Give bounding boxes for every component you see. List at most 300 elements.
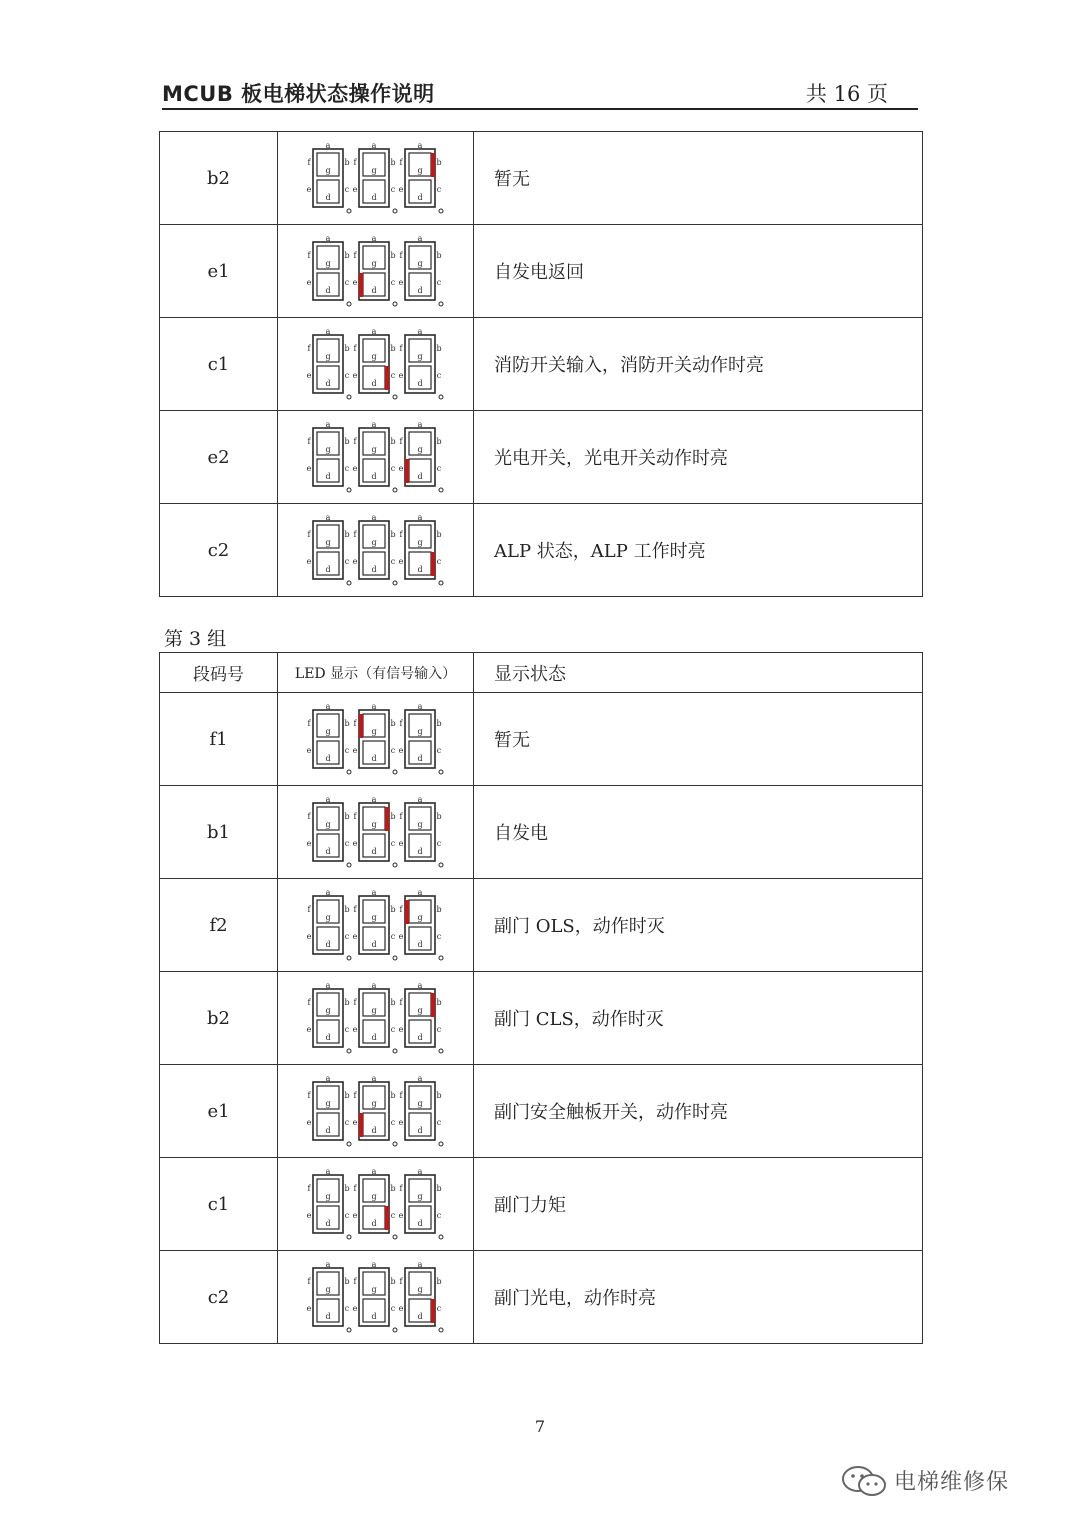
segment-letter: b [343,437,350,446]
table-row [160,318,923,411]
segment-letter: b [343,344,350,353]
seven-segment-display [301,325,451,403]
display-status: 副门安全触板开关，动作时亮 [474,1065,923,1158]
seven-segment-display [301,979,451,1057]
segment-letter: f [307,905,310,914]
segment-letter: d [324,379,331,388]
active-segment [405,900,409,924]
segment-letter: b [343,251,350,260]
segment-letter: a [325,513,330,522]
segment-letter: b [343,719,350,728]
segment-letter: g [416,820,423,829]
segment-letter: c [344,278,349,287]
segment-letter: f [353,1091,356,1100]
segment-letter: g [324,538,331,547]
segment-letter: c [390,557,395,566]
segment-letter: b [389,530,396,539]
segment-letter: b [435,998,442,1007]
header-segment-code: 段码号 [160,653,278,693]
segment-letter: c [390,746,395,755]
segment-letter: f [399,1184,402,1193]
segment-letter: e [306,839,311,848]
seven-segment-display [301,1165,451,1243]
segment-letter: e [352,1025,357,1034]
segment-letter: f [353,344,356,353]
segment-letter: b [435,905,442,914]
segment-letter: e [398,464,403,473]
segment-letter: e [352,371,357,380]
segment-letter: g [370,1285,377,1294]
seven-segment-display [301,700,451,778]
segment-letter: g [416,1006,423,1015]
led-digit-3 [398,1260,442,1332]
led-display-cell [278,879,474,972]
segment-table-group2 [159,131,923,597]
segment-letter: d [324,472,331,481]
segment-letter: e [352,1304,357,1313]
segment-code: c1 [160,1158,278,1251]
segment-letter: f [353,719,356,728]
segment-letter: f [307,344,310,353]
segment-letter: c [390,185,395,194]
segment-letter: b [435,158,442,167]
display-status: 副门力矩 [474,1158,923,1251]
segment-letter: e [352,839,357,848]
segment-letter: a [371,1260,376,1269]
segment-letter: a [417,420,422,429]
segment-code: c1 [160,318,278,411]
segment-letter: c [344,185,349,194]
segment-letter: e [306,185,311,194]
segment-letter: f [399,905,402,914]
active-segment [431,552,435,576]
segment-letter: f [399,251,402,260]
table-row [160,225,923,318]
led-digit-2 [352,327,396,399]
segment-letter: b [435,719,442,728]
segment-letter: g [324,820,331,829]
segment-letter: d [416,847,423,856]
segment-letter: e [352,278,357,287]
led-digit-1 [306,1074,350,1146]
segment-letter: e [306,746,311,755]
segment-letter: a [325,702,330,711]
segment-letter: g [370,1099,377,1108]
active-segment [431,993,435,1017]
led-display-cell [278,504,474,597]
segment-letter: a [371,327,376,336]
seven-segment-display [301,886,451,964]
active-segment [359,714,363,738]
segment-letter: e [398,1118,403,1127]
segment-letter: f [399,437,402,446]
segment-letter: d [324,940,331,949]
segment-letter: d [370,286,377,295]
segment-letter: a [371,420,376,429]
led-display-cell [278,1158,474,1251]
display-status: 光电开关，光电开关动作时亮 [474,411,923,504]
display-status: 暂无 [474,132,923,225]
segment-letter: a [371,702,376,711]
segment-letter: f [307,1277,310,1286]
segment-letter: f [353,905,356,914]
led-display-cell [278,1065,474,1158]
segment-code: f1 [160,693,278,786]
display-status: 副门 OLS，动作时灭 [474,879,923,972]
led-display-cell [278,693,474,786]
active-segment [431,153,435,177]
segment-letter: a [417,513,422,522]
segment-letter: g [416,352,423,361]
segment-letter: g [416,166,423,175]
segment-letter: e [398,557,403,566]
led-digit-2 [352,795,396,867]
led-digit-1 [306,141,350,213]
led-display-cell [278,1251,474,1344]
led-digit-2 [352,1167,396,1239]
segment-letter: f [307,998,310,1007]
segment-letter: d [416,754,423,763]
segment-letter: c [344,1118,349,1127]
segment-letter: d [370,1312,377,1321]
segment-letter: f [399,158,402,167]
led-digit-3 [398,420,442,492]
segment-letter: g [416,1192,423,1201]
segment-letter: f [353,158,356,167]
segment-letter: a [325,141,330,150]
page-header [162,74,918,110]
table-row [160,1158,923,1251]
segment-table-group3 [159,652,923,1344]
segment-letter: e [352,464,357,473]
segment-letter: b [435,530,442,539]
segment-letter: d [370,1033,377,1042]
segment-letter: e [306,932,311,941]
segment-letter: f [399,719,402,728]
segment-letter: g [370,1192,377,1201]
segment-letter: g [324,1192,331,1201]
display-status: 暂无 [474,693,923,786]
segment-letter: b [435,437,442,446]
led-digit-3 [398,702,442,774]
seven-segment-display [301,511,451,589]
segment-letter: f [307,1091,310,1100]
segment-letter: d [416,1126,423,1135]
segment-letter: d [416,379,423,388]
segment-letter: a [371,888,376,897]
page-count: 共 16 页 [805,82,888,106]
segment-letter: d [324,286,331,295]
segment-letter: f [353,530,356,539]
display-status: 消防开关输入，消防开关动作时亮 [474,318,923,411]
segment-letter: e [398,839,403,848]
segment-letter: b [389,1091,396,1100]
led-digit-2 [352,1260,396,1332]
table-row [160,786,923,879]
active-segment [385,366,389,390]
segment-letter: e [398,1304,403,1313]
segment-letter: b [389,998,396,1007]
segment-letter: f [307,1184,310,1193]
segment-letter: b [435,812,442,821]
led-digit-1 [306,1260,350,1332]
segment-letter: d [370,1126,377,1135]
segment-letter: d [324,1219,331,1228]
segment-letter: a [371,141,376,150]
table-row [160,879,923,972]
segment-letter: f [399,998,402,1007]
segment-letter: f [307,719,310,728]
segment-letter: e [398,932,403,941]
segment-letter: f [353,437,356,446]
segment-letter: b [343,905,350,914]
segment-letter: b [343,530,350,539]
led-digit-3 [398,1167,442,1239]
segment-letter: c [344,1304,349,1313]
segment-letter: a [417,795,422,804]
active-segment [359,273,363,297]
segment-letter: b [389,812,396,821]
segment-letter: e [352,1118,357,1127]
led-digit-3 [398,1074,442,1146]
segment-letter: c [344,464,349,473]
led-display-cell [278,225,474,318]
watermark-text: 电梯维修保 [894,1470,1010,1495]
active-segment [385,1206,389,1230]
led-digit-3 [398,888,442,960]
segment-letter: g [416,913,423,922]
segment-letter: f [307,530,310,539]
segment-letter: c [436,464,441,473]
segment-letter: g [370,538,377,547]
table-row [160,132,923,225]
watermark [838,1462,1058,1502]
table-row [160,1251,923,1344]
segment-letter: b [343,1277,350,1286]
segment-letter: b [389,437,396,446]
segment-letter: a [371,513,376,522]
segment-letter: d [324,847,331,856]
segment-letter: d [416,286,423,295]
header-led-display: LED 显示（有信号输入） [278,653,474,693]
segment-letter: e [306,464,311,473]
segment-letter: b [389,158,396,167]
led-digit-1 [306,981,350,1053]
segment-letter: g [324,1285,331,1294]
led-digit-2 [352,141,396,213]
segment-letter: a [417,702,422,711]
segment-letter: d [370,472,377,481]
segment-letter: a [371,1074,376,1083]
segment-letter: g [416,727,423,736]
segment-letter: c [436,1304,441,1313]
segment-code: b1 [160,786,278,879]
segment-letter: e [352,185,357,194]
segment-letter: d [324,565,331,574]
led-digit-3 [398,795,442,867]
segment-letter: b [343,812,350,821]
segment-letter: e [306,1025,311,1034]
segment-letter: f [399,1277,402,1286]
segment-letter: d [416,472,423,481]
segment-letter: g [324,1099,331,1108]
led-digit-3 [398,981,442,1053]
segment-letter: c [436,932,441,941]
segment-letter: g [416,1285,423,1294]
segment-letter: e [398,1211,403,1220]
led-digit-3 [398,234,442,306]
segment-letter: g [324,727,331,736]
segment-code: f2 [160,879,278,972]
segment-letter: e [306,371,311,380]
segment-letter: f [353,998,356,1007]
table-row [160,693,923,786]
segment-letter: b [435,1091,442,1100]
segment-letter: b [435,1184,442,1193]
segment-letter: d [370,379,377,388]
segment-letter: b [343,998,350,1007]
segment-letter: d [370,940,377,949]
segment-code: e1 [160,1065,278,1158]
segment-letter: f [307,437,310,446]
segment-letter: a [417,234,422,243]
segment-letter: c [436,1025,441,1034]
table-row [160,1065,923,1158]
segment-code: c2 [160,1251,278,1344]
segment-letter: g [324,445,331,454]
display-status: ALP 状态，ALP 工作时亮 [474,504,923,597]
led-digit-2 [352,1074,396,1146]
page-number: 7 [534,1417,546,1436]
segment-letter: g [416,445,423,454]
led-digit-3 [398,513,442,585]
segment-letter: a [325,1260,330,1269]
active-segment [405,459,409,483]
segment-letter: d [324,754,331,763]
segment-letter: c [344,557,349,566]
segment-letter: g [324,1006,331,1015]
segment-letter: g [370,445,377,454]
seven-segment-display [301,1258,451,1336]
seven-segment-display [301,139,451,217]
segment-letter: e [398,371,403,380]
led-digit-1 [306,513,350,585]
led-digit-3 [398,141,442,213]
segment-letter: b [389,905,396,914]
segment-letter: g [324,166,331,175]
led-digit-1 [306,234,350,306]
segment-letter: f [307,251,310,260]
segment-letter: c [344,1025,349,1034]
segment-letter: b [343,158,350,167]
segment-letter: g [324,259,331,268]
segment-code: e1 [160,225,278,318]
segment-letter: f [307,812,310,821]
led-digit-1 [306,420,350,492]
segment-letter: c [344,1211,349,1220]
segment-letter: e [352,932,357,941]
segment-letter: a [417,981,422,990]
segment-letter: c [344,746,349,755]
segment-letter: c [436,371,441,380]
wechat-logo-icon [838,1462,892,1500]
led-digit-3 [398,327,442,399]
segment-letter: a [417,141,422,150]
segment-letter: c [436,746,441,755]
segment-letter: c [436,1118,441,1127]
segment-letter: a [417,1167,422,1176]
led-digit-2 [352,981,396,1053]
segment-letter: g [370,259,377,268]
segment-letter: a [325,888,330,897]
seven-segment-display [301,1072,451,1150]
active-segment [359,1113,363,1137]
segment-letter: c [344,932,349,941]
segment-letter: d [416,1312,423,1321]
segment-code: c2 [160,504,278,597]
segment-letter: a [325,795,330,804]
segment-letter: e [306,1211,311,1220]
segment-letter: c [344,371,349,380]
segment-letter: b [389,1277,396,1286]
segment-code: e2 [160,411,278,504]
segment-letter: d [416,940,423,949]
segment-letter: a [371,1167,376,1176]
segment-letter: b [389,1184,396,1193]
segment-letter: c [390,1304,395,1313]
segment-letter: d [370,847,377,856]
segment-letter: c [390,464,395,473]
led-digit-2 [352,513,396,585]
led-digit-1 [306,702,350,774]
segment-letter: g [416,1099,423,1108]
table-header-row [160,653,923,693]
active-segment [385,807,389,831]
segment-letter: a [417,327,422,336]
segment-letter: e [306,1118,311,1127]
segment-letter: a [417,1260,422,1269]
segment-letter: e [306,557,311,566]
segment-code: b2 [160,132,278,225]
led-digit-2 [352,888,396,960]
seven-segment-display [301,793,451,871]
segment-letter: f [399,344,402,353]
segment-letter: e [306,1304,311,1313]
segment-letter: b [343,1184,350,1193]
segment-letter: g [416,538,423,547]
segment-letter: a [371,981,376,990]
led-digit-1 [306,327,350,399]
segment-letter: c [390,371,395,380]
segment-letter: a [325,981,330,990]
seven-segment-display [301,232,451,310]
segment-letter: g [416,259,423,268]
segment-letter: c [390,1211,395,1220]
segment-letter: e [398,185,403,194]
table-row [160,972,923,1065]
segment-letter: e [398,746,403,755]
segment-letter: e [306,278,311,287]
segment-letter: c [436,278,441,287]
active-segment [431,1299,435,1323]
display-status: 副门 CLS，动作时灭 [474,972,923,1065]
segment-letter: f [399,812,402,821]
segment-letter: b [389,344,396,353]
segment-letter: b [435,344,442,353]
segment-letter: a [325,420,330,429]
segment-letter: d [324,1033,331,1042]
segment-letter: d [324,193,331,202]
